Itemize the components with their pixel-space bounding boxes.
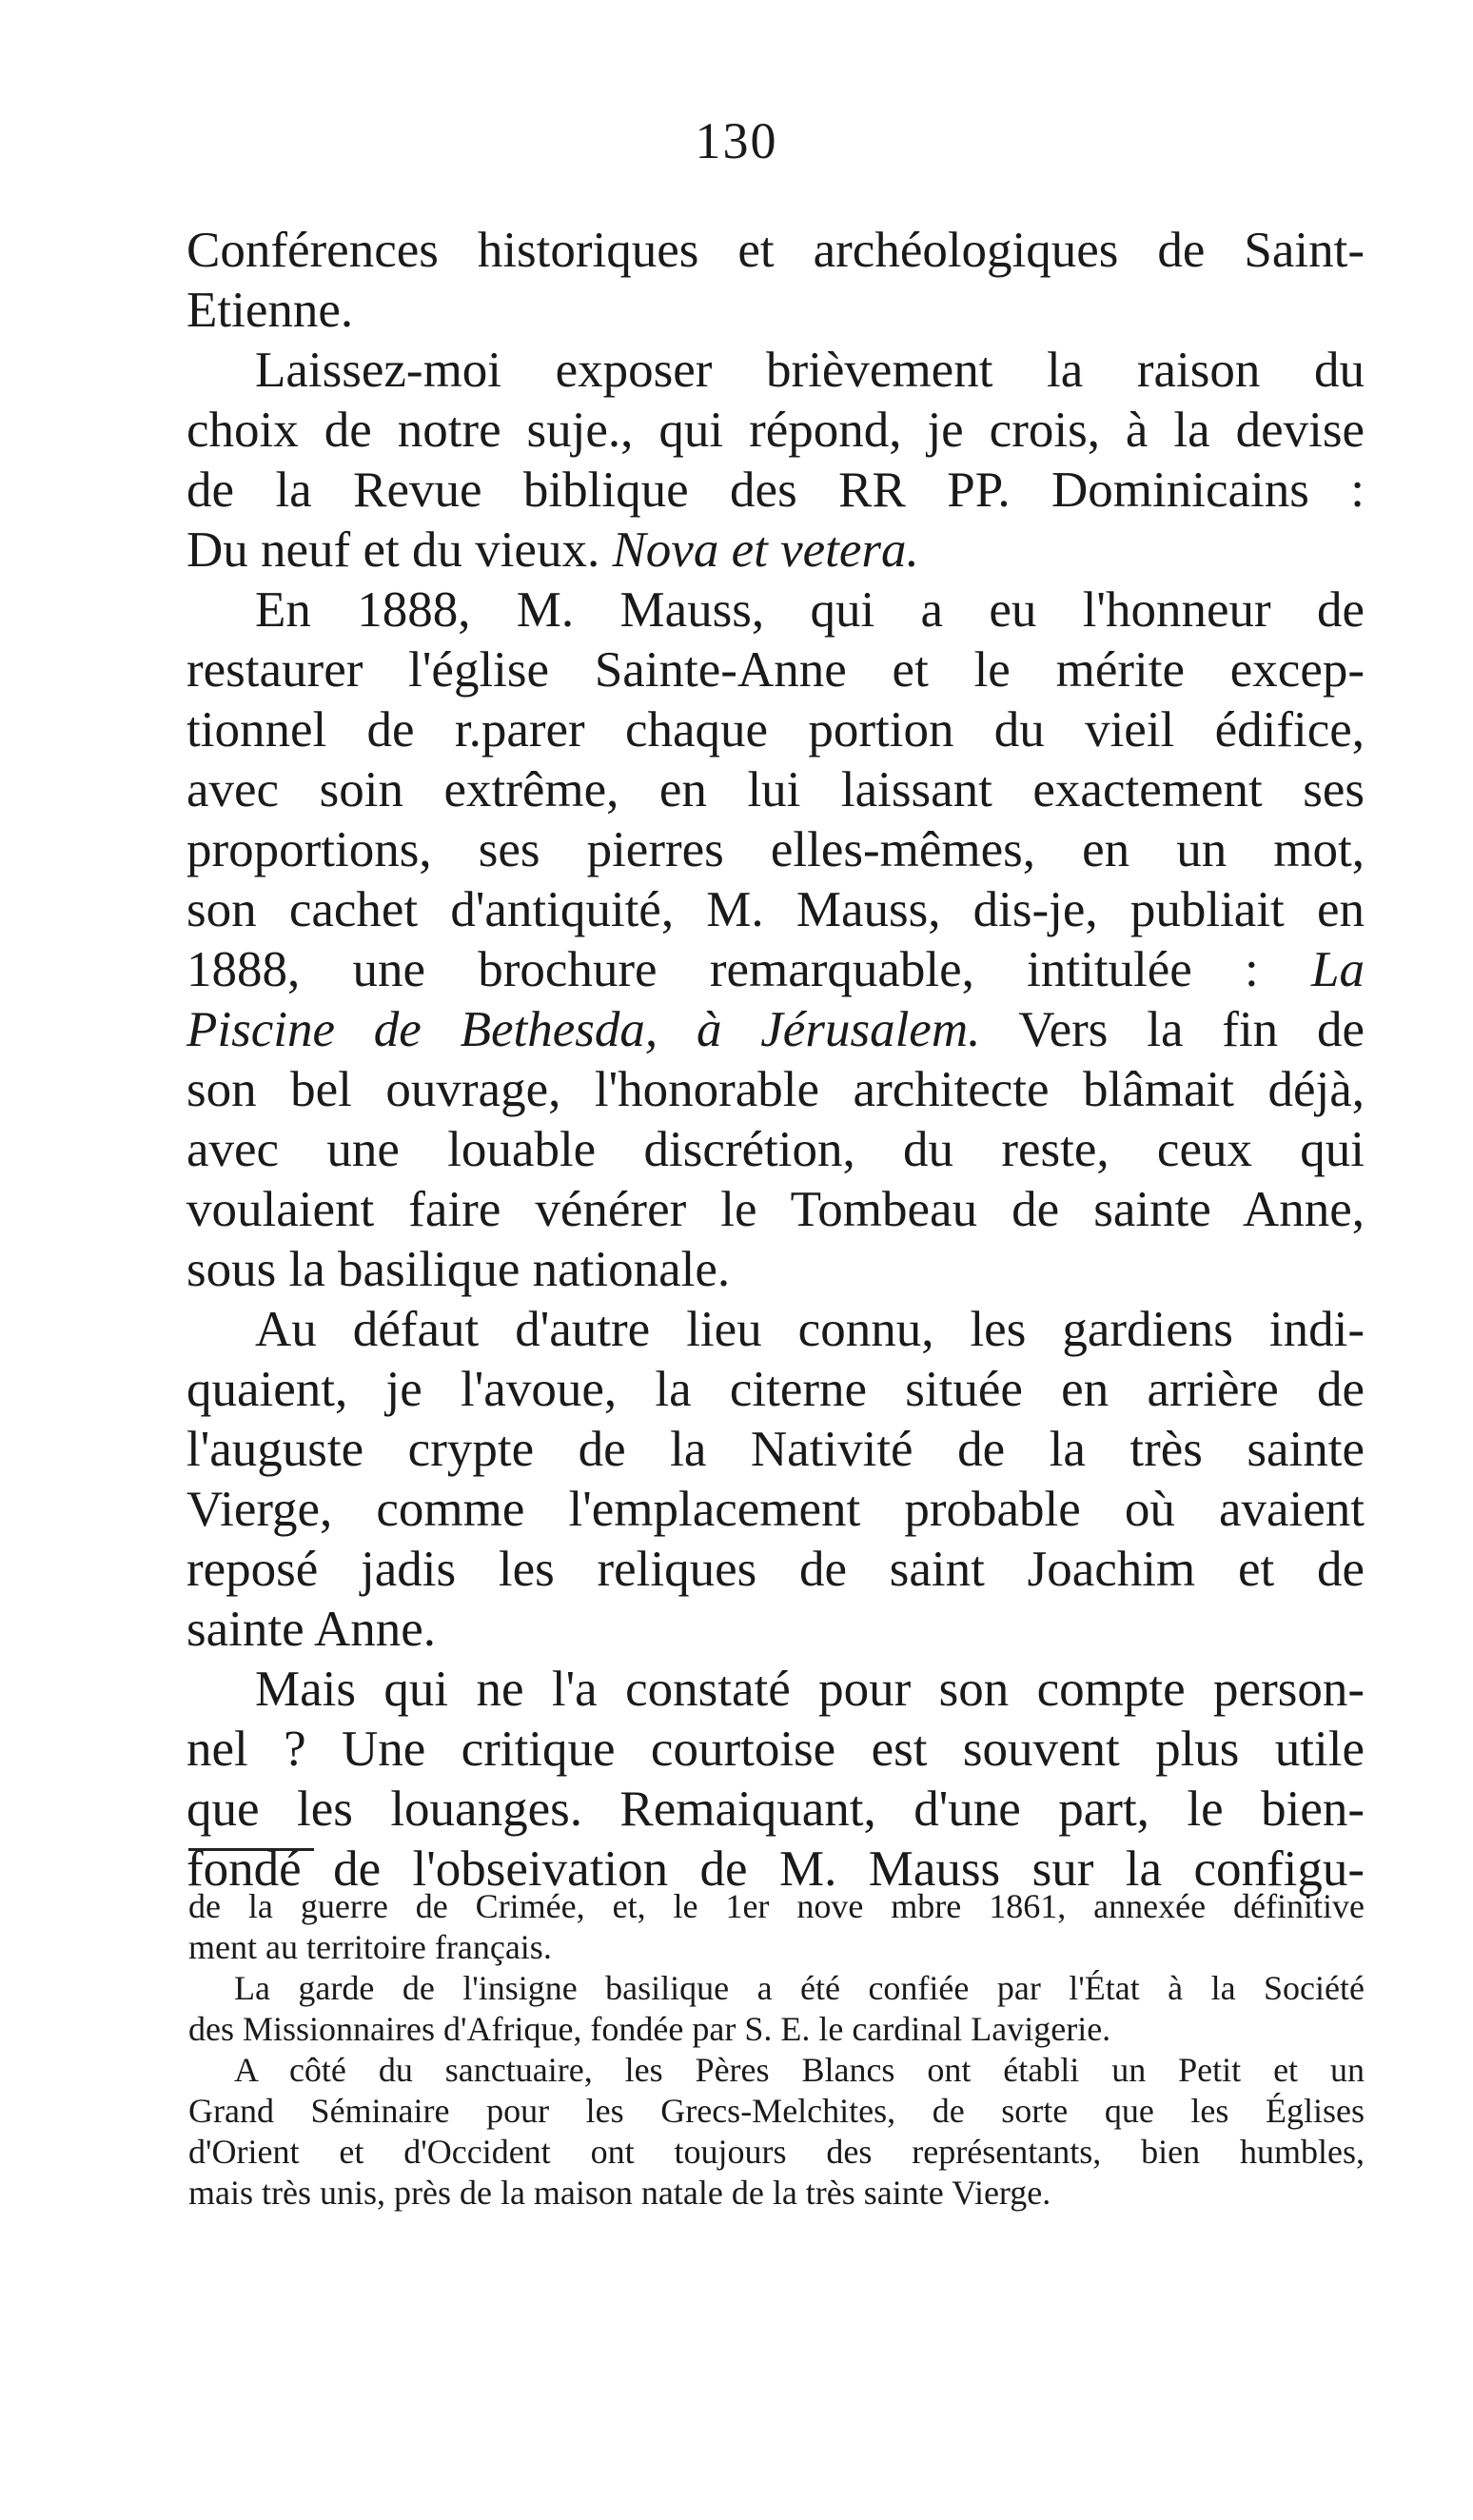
text-line: proportions, ses pierres elles-mêmes, en un mot, <box>187 822 1365 877</box>
text-line: reposé jadis les reliques de saint Joachim et de <box>187 1542 1365 1597</box>
text-line: choix de notre suje., qui répond, je crois, à la devise <box>187 403 1365 458</box>
text-line: voulaient faire vénérer le Tombeau de sainte Anne, <box>187 1182 1365 1237</box>
text-line: fondé de l'obseivation de M. Mauss sur la configu- <box>187 1841 1365 1897</box>
text-line: sous la basilique nationale. <box>187 1242 731 1297</box>
text-line: son cachet d'antiquité, M. Mauss, dis-je, publiait en <box>187 882 1365 937</box>
text-line: Au défaut d'autre lieu connu, les gardiens indi- <box>255 1302 1365 1357</box>
text-line: Etienne. <box>187 283 354 338</box>
main-text <box>187 221 1365 1900</box>
footnote-line: des Missionnaires d'Afrique, fondée par S. E. le cardinal Lavigerie. <box>188 2010 1111 2048</box>
footnote-line: Grand Séminaire pour les Grecs-Melchites, de sorte que les Églises <box>188 2092 1365 2130</box>
paragraph-1 <box>187 221 1365 341</box>
text-line: de la Revue biblique des RR PP. Dominicains : <box>187 463 1365 518</box>
text-line <box>187 521 1365 581</box>
text-line: restaurer l'église Sainte-Anne et le mérite excep- <box>187 642 1365 698</box>
footnote-line: mais très unis, près de la maison natale de la très sainte Vierge. <box>188 2174 1051 2212</box>
text-line: Conférences historiques et archéologiques de Saint- <box>187 223 1365 278</box>
footnote-divider <box>188 1848 314 1851</box>
paragraph-5 <box>187 1660 1365 1900</box>
text-line: son bel ouvrage, l'honorable architecte blâmait déjà, <box>187 1062 1365 1117</box>
text-segment: 1888, une brochure remarquable, intitulée : <box>187 942 1312 997</box>
footnote-line: d'Orient et d'Occident ont toujours des représentants, bien humbles, <box>188 2133 1365 2171</box>
footnote-line: ment au territoire français. <box>188 1928 552 1966</box>
paragraph-4 <box>187 1300 1365 1660</box>
text-line <box>187 1000 1365 1060</box>
text-line: avec soin extrême, en lui laissant exactement ses <box>187 762 1365 817</box>
text-line: quaient, je l'avoue, la citerne située en arrière de <box>187 1362 1365 1417</box>
text-line: Mais qui ne l'a constaté pour son compte person- <box>255 1662 1365 1717</box>
italic-title: La <box>1311 942 1365 997</box>
footnote-2 <box>188 1968 1365 2050</box>
text-line: que les louanges. Remaiquant, d'une part, le bien- <box>187 1782 1365 1837</box>
paragraph-2 <box>187 341 1365 581</box>
text-line: tionnel de r.parer chaque portion du vieil édifice, <box>187 702 1365 758</box>
italic-title: Piscine de Bethesda, à Jérusalem. <box>187 1002 981 1057</box>
italic-title: Nova et vetera. <box>612 522 919 578</box>
text-line: sainte Anne. <box>187 1602 436 1657</box>
paragraph-3 <box>187 581 1365 1300</box>
text-line: Vierge, comme l'emplacement probable où avaient <box>187 1482 1365 1537</box>
page-number: 130 <box>695 112 778 169</box>
footnotes <box>188 1886 1365 2214</box>
text-line: l'auguste crypte de la Nativité de la très sainte <box>187 1422 1365 1477</box>
text-line: En 1888, M. Mauss, qui a eu l'honneur de <box>255 582 1365 638</box>
footnote-line: La garde de l'insigne basilique a été confiée par l'État à la Société <box>234 1969 1365 2007</box>
text-line: nel ? Une critique courtoise est souvent plus utile <box>187 1722 1365 1777</box>
text-segment: Du neuf et du vieux. <box>187 522 613 578</box>
footnote-line: de la guerre de Crimée, et, le 1er nove mbre 1861, annexée définitive <box>188 1887 1365 1925</box>
footnote-1 <box>188 1886 1365 1968</box>
text-line: avec une louable discrétion, du reste, ceux qui <box>187 1122 1365 1177</box>
text-line <box>187 940 1365 1000</box>
footnote-line: A côté du sanctuaire, les Pères Blancs ont établi un Petit et un <box>234 2051 1365 2089</box>
text-line: Laissez-moi exposer brièvement la raison du <box>255 343 1365 398</box>
footnote-3 <box>188 2050 1365 2214</box>
text-segment: Vers la fin de <box>980 1002 1365 1057</box>
